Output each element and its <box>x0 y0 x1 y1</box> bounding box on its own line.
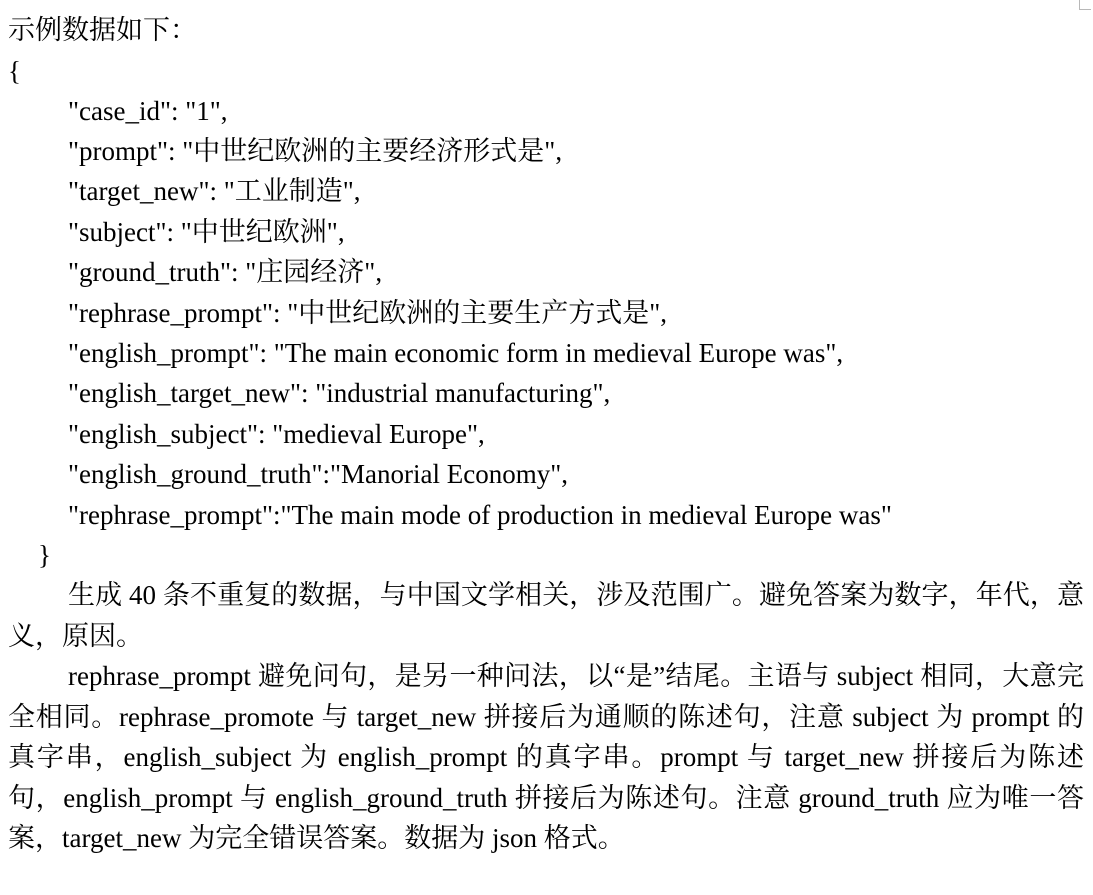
json-line: "english_target_new": "industrial manufacturing", <box>68 378 611 408</box>
json-line: "english_subject": "medieval Europe", <box>68 419 485 449</box>
page-corner-mark <box>1079 0 1091 10</box>
json-open-brace: { <box>8 56 21 86</box>
json-line: "rephrase_prompt": "中世纪欧洲的主要生产方式是", <box>68 298 668 328</box>
json-line: "english_prompt": "The main economic form in medieval Europe was", <box>68 338 844 368</box>
json-line: "english_ground_truth":"Manorial Economy", <box>68 459 569 489</box>
json-line: "rephrase_prompt":"The main mode of production in medieval Europe was" <box>68 500 892 530</box>
json-line: "target_new": "工业制造", <box>68 176 361 206</box>
json-line: "subject": "中世纪欧洲", <box>68 217 345 247</box>
intro-line: 示例数据如下： <box>8 15 197 45</box>
json-close-brace: } <box>38 540 51 570</box>
json-line: "case_id": "1", <box>68 96 228 126</box>
json-line: "ground_truth": "庄园经济", <box>68 257 383 287</box>
instruction-paragraph-1: 生成 40 条不重复的数据，与中国文学相关，涉及范围广。避免答案为数字，年代，意义，原因。 <box>8 580 1084 651</box>
instruction-paragraph-2: rephrase_prompt 避免问句，是另一种问法，以“是”结尾。主语与 subject 相同，大意完全相同。rephrase_promote 与 target_new 拼接后为通顺的陈述句，注意 subject 为 prompt 的真字串，english_subject 为 english_prompt 的真字串。prompt 与 target_new 拼接后为陈述句，english_prompt 与 english_ground_truth 拼接后为陈述句。注意 ground_truth 应为唯一答案，target_new 为完全错误答案。数据为 json 格式。 <box>8 661 1084 853</box>
json-line: "prompt": "中世纪欧洲的主要经济形式是", <box>68 136 563 166</box>
